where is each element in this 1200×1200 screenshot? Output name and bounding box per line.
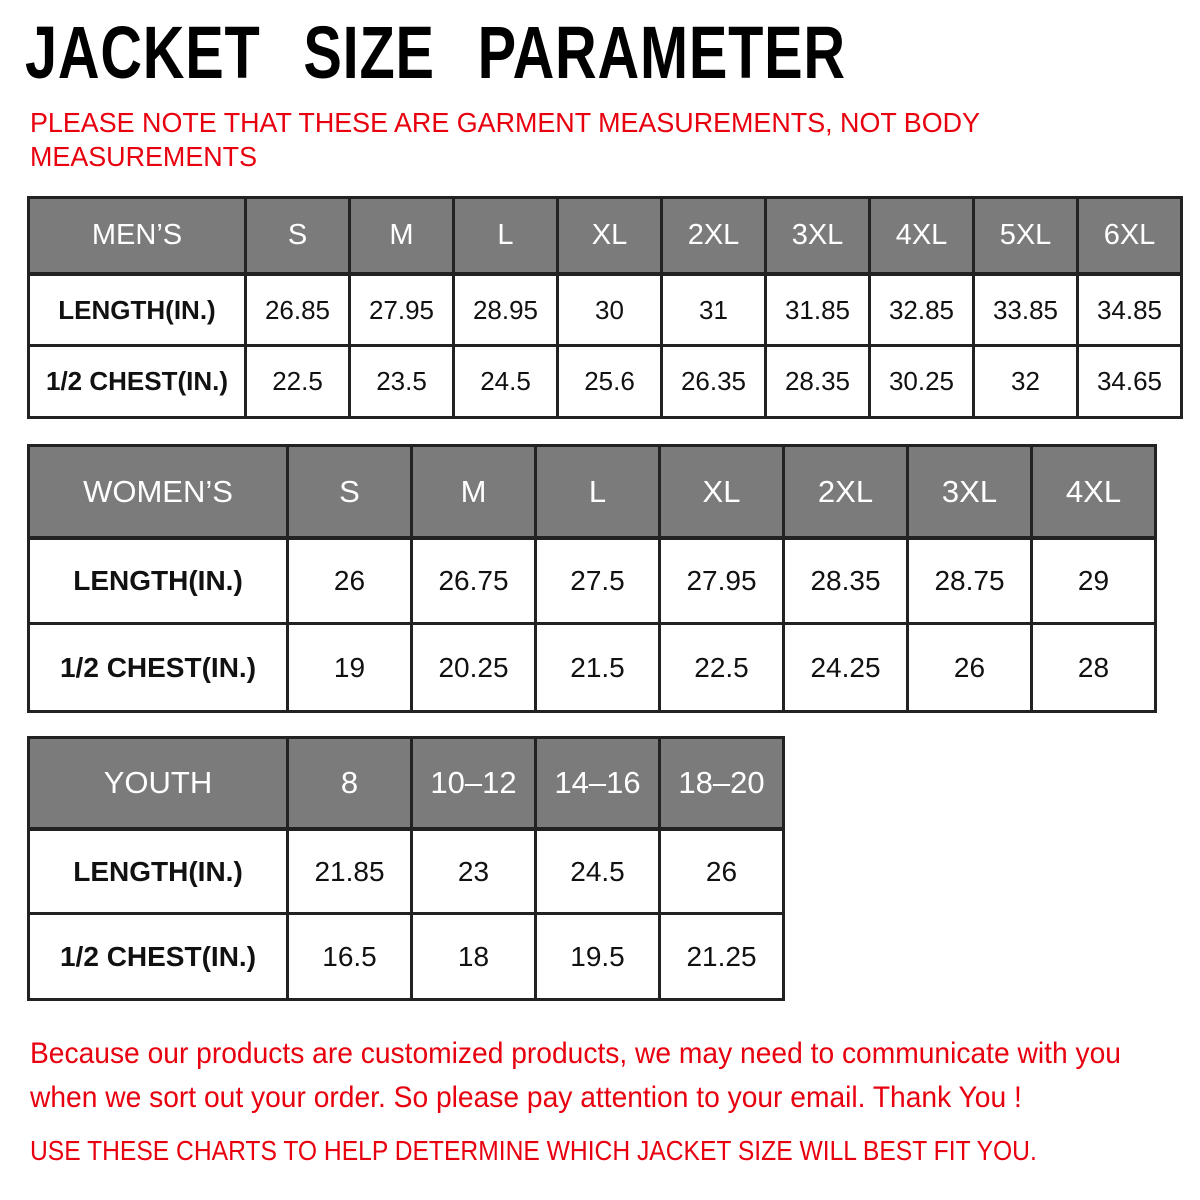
size-value-cell: 22.5: [246, 346, 350, 418]
size-column-header: 18–20: [660, 738, 784, 830]
size-column-header: S: [246, 198, 350, 275]
table-row: [29, 274, 1182, 346]
size-value-cell: 26: [908, 624, 1032, 712]
fit-advice-line: USE THESE CHARTS TO HELP DETERMINE WHICH JACKET SIZE WILL BEST FIT YOU.: [30, 1135, 1037, 1166]
size-value-cell: 28.95: [454, 274, 558, 346]
size-value-cell: 30: [558, 274, 662, 346]
size-value-cell: 32: [974, 346, 1078, 418]
garment-measurement-note: [30, 106, 980, 174]
size-value-cell: 33.85: [974, 274, 1078, 346]
size-value-cell: 28.75: [908, 538, 1032, 624]
size-value-cell: 28.35: [784, 538, 908, 624]
size-value-cell: 34.65: [1078, 346, 1182, 418]
table-title-cell: MEN’S: [29, 198, 246, 275]
size-value-cell: 28.35: [766, 346, 870, 418]
size-value-cell: 34.85: [1078, 274, 1182, 346]
size-value-cell: 29: [1032, 538, 1156, 624]
table-header-row: [29, 198, 1182, 275]
size-value-cell: 20.25: [412, 624, 536, 712]
size-value-cell: 24.25: [784, 624, 908, 712]
footer-note-line: Because our products are customized products, we may need to communicate with you: [30, 1037, 1121, 1070]
size-value-cell: 21.25: [660, 914, 784, 1000]
size-column-header: 2XL: [784, 446, 908, 539]
size-column-header: 8: [288, 738, 412, 830]
measurement-row-label: 1/2 CHEST(IN.): [29, 914, 288, 1000]
size-column-header: 6XL: [1078, 198, 1182, 275]
size-column-header: 4XL: [870, 198, 974, 275]
size-value-cell: 26.75: [412, 538, 536, 624]
measurement-row-label: LENGTH(IN.): [29, 538, 288, 624]
size-value-cell: 27.5: [536, 538, 660, 624]
size-column-header: 3XL: [766, 198, 870, 275]
table-row: [29, 624, 1156, 712]
size-value-cell: 26.85: [246, 274, 350, 346]
page-title: JACKET SIZE PARAMETER: [25, 11, 846, 94]
table-row: [29, 538, 1156, 624]
size-value-cell: 27.95: [350, 274, 454, 346]
size-column-header: L: [454, 198, 558, 275]
size-value-cell: 24.5: [454, 346, 558, 418]
size-value-cell: 25.6: [558, 346, 662, 418]
size-value-cell: 19: [288, 624, 412, 712]
size-column-header: M: [350, 198, 454, 275]
size-column-header: M: [412, 446, 536, 539]
size-column-header: L: [536, 446, 660, 539]
size-value-cell: 28: [1032, 624, 1156, 712]
size-value-cell: 27.95: [660, 538, 784, 624]
size-value-cell: 24.5: [536, 829, 660, 914]
size-column-header: S: [288, 446, 412, 539]
youth-size-table: [27, 736, 785, 1001]
size-value-cell: 26: [288, 538, 412, 624]
measurement-row-label: 1/2 CHEST(IN.): [29, 624, 288, 712]
table-header-row: [29, 446, 1156, 539]
size-value-cell: 23: [412, 829, 536, 914]
size-value-cell: 26.35: [662, 346, 766, 418]
table-row: [29, 346, 1182, 418]
measurement-row-label: LENGTH(IN.): [29, 829, 288, 914]
table-header-row: [29, 738, 784, 830]
size-value-cell: 30.25: [870, 346, 974, 418]
size-value-cell: 18: [412, 914, 536, 1000]
size-column-header: 5XL: [974, 198, 1078, 275]
size-value-cell: 16.5: [288, 914, 412, 1000]
customization-notice: [30, 1032, 1121, 1120]
size-value-cell: 31: [662, 274, 766, 346]
size-value-cell: 32.85: [870, 274, 974, 346]
size-column-header: 3XL: [908, 446, 1032, 539]
table-row: [29, 829, 784, 914]
size-column-header: XL: [660, 446, 784, 539]
table-row: [29, 914, 784, 1000]
womens-size-table: [27, 444, 1157, 713]
size-column-header: 4XL: [1032, 446, 1156, 539]
note-text-line: PLEASE NOTE THAT THESE ARE GARMENT MEASUREMENTS, NOT BODY: [30, 107, 980, 138]
size-value-cell: 31.85: [766, 274, 870, 346]
size-value-cell: 26: [660, 829, 784, 914]
size-value-cell: 21.85: [288, 829, 412, 914]
size-value-cell: 19.5: [536, 914, 660, 1000]
size-column-header: 2XL: [662, 198, 766, 275]
size-column-header: XL: [558, 198, 662, 275]
footer-note-line: when we sort out your order. So please pay attention to your email. Thank You !: [30, 1081, 1022, 1114]
size-value-cell: 23.5: [350, 346, 454, 418]
size-value-cell: 21.5: [536, 624, 660, 712]
size-column-header: 10–12: [412, 738, 536, 830]
measurement-row-label: LENGTH(IN.): [29, 274, 246, 346]
measurement-row-label: 1/2 CHEST(IN.): [29, 346, 246, 418]
note-text-line: MEASUREMENTS: [30, 141, 258, 172]
table-title-cell: YOUTH: [29, 738, 288, 830]
size-column-header: 14–16: [536, 738, 660, 830]
mens-size-table: [27, 196, 1183, 419]
size-value-cell: 22.5: [660, 624, 784, 712]
table-title-cell: WOMEN’S: [29, 446, 288, 539]
